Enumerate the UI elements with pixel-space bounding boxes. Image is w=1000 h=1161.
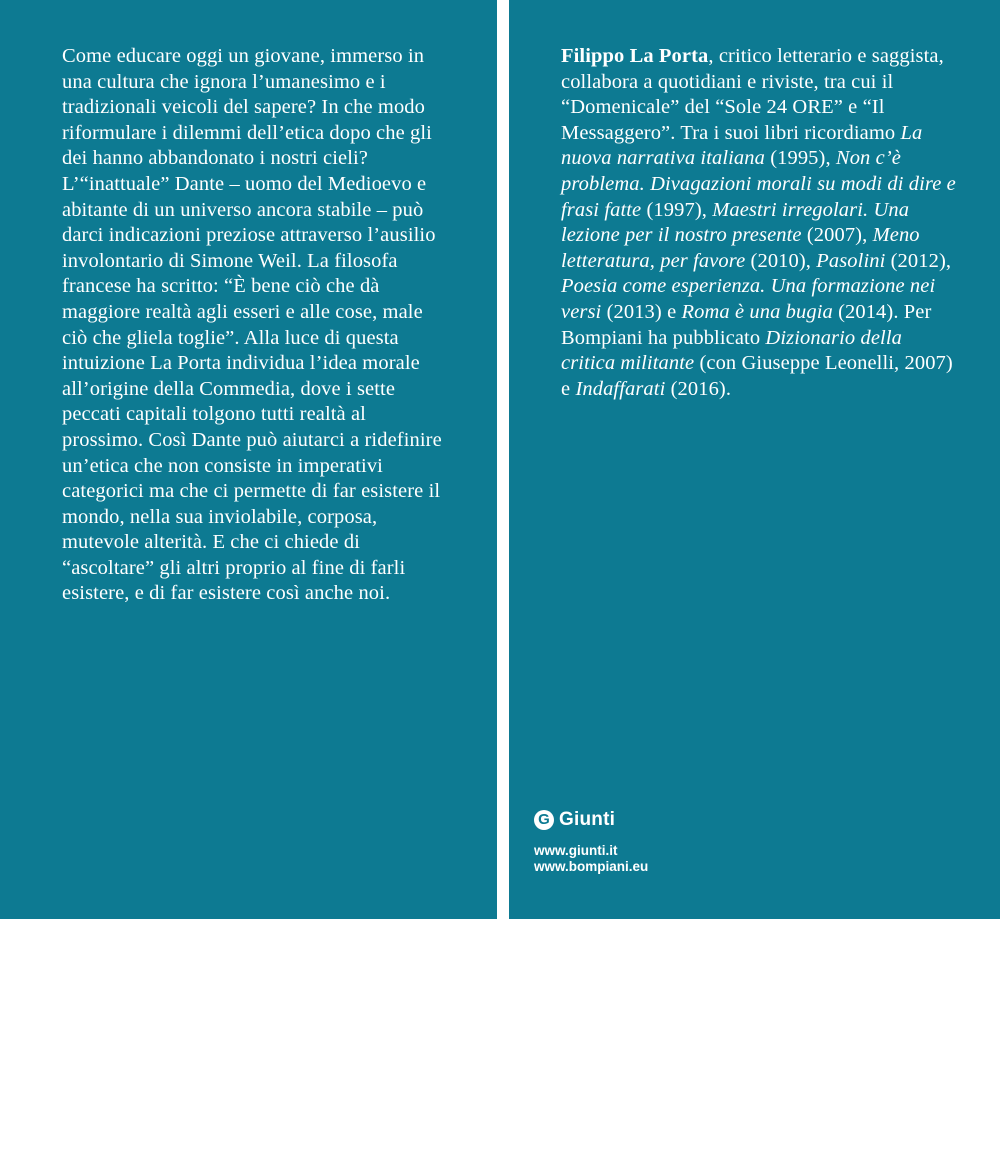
url-bompiani[interactable]: www.bompiani.eu xyxy=(534,859,649,874)
bio-segment-12: Poesia come esperienza. Una formazione nei versi xyxy=(561,275,936,323)
bio-segment-11: (2012), xyxy=(885,249,952,272)
url-giunti[interactable]: www.giunti.it xyxy=(534,843,618,858)
bio-segment-13: (2013) e xyxy=(601,300,682,323)
bio-segment-15: (2014). Per Bompiani ha pubblicato xyxy=(561,300,932,349)
publisher-block xyxy=(534,808,774,875)
bio-segment-17: (con Giuseppe Leonelli, 2007) e xyxy=(561,352,953,400)
bio-segment-19: (2016). xyxy=(665,377,732,400)
bio-segment-14: Roma è una bugia xyxy=(681,300,833,323)
bio-segment-2: La nuova narrativa italiana xyxy=(561,121,923,170)
front-flap-panel xyxy=(0,0,497,919)
credits-vertical-text xyxy=(972,901,994,1161)
publisher-logo xyxy=(534,808,774,832)
bio-segment-1: , critico letterario e saggista, collabora a quotidiani e riviste, tra cui il “Domenicale” del “Sole 24 ORE” e “Il Messaggero”. Tra i suoi libri ricordiamo xyxy=(561,45,944,144)
publisher-name: Giunti xyxy=(559,809,616,830)
flap-blurb-text: Come educare oggi un giovane, immerso in una cultura che ignora l’umanesimo e i tradizionali veicoli del sapere? In che modo riformulare i dilemmi dell’etica dopo che gli dei hanno abbandonato i nostri cieli? L’“inattuale” Dante – uomo del Medioevo e abitante di un universo ancora stabile – può darci indicazioni preziose attraverso l’ausilio involontario di Simone Weil. La filosofa francese ha scritto: “È bene ciò che dà maggiore realtà agli esseri e alle cose, male ciò che gliela toglie”. Alla luce di questa intuizione La Porta individua l’idea morale all’origine della Commedia, dove i sette peccati capitali tolgono tutti realtà al prossimo. Così Dante può aiutarci a ridefinire un’etica che non consiste in imperativi categorici ma che ci permette di far esistere il mondo, nella sua inviolabile, corposa, mutevole alterità. E che ci chiede di “ascoltare” gli altri proprio al fine di farli esistere, e di far esistere così anche noi. xyxy=(62,45,442,605)
bio-segment-6: Maestri irregolari. Una lezione per il nostro presente xyxy=(561,198,910,247)
bio-segment-16: Dizionario della critica militante xyxy=(561,326,902,375)
fold-gutter xyxy=(497,0,509,919)
back-cover-panel xyxy=(509,0,1000,919)
bio-segment-9: (2010), xyxy=(745,249,817,272)
bio-segment-8: Meno letteratura, per favore xyxy=(561,224,920,272)
bio-segment-5: (1997), xyxy=(641,198,713,221)
credit-design: Progetto grafico: Polystudio. Copertina: Paola Bertozzi. xyxy=(983,941,993,1161)
bio-segment-18: Indaffarati xyxy=(575,377,666,400)
credit-photo: Foto dell’autore: © Paula Islas. xyxy=(972,1038,982,1161)
bio-segment-10: Pasolini xyxy=(816,249,886,272)
bio-segment-4: Non c’è problema. Divagazioni morali su modi di dire e frasi fatte xyxy=(561,147,956,221)
bio-segment-3: (1995), xyxy=(764,147,836,170)
author-bio-text xyxy=(561,44,960,402)
publisher-urls xyxy=(534,843,774,875)
bio-segment-0: Filippo La Porta xyxy=(561,45,709,67)
giunti-circle-icon: G xyxy=(534,810,554,830)
bio-segment-7: (2007), xyxy=(801,224,873,247)
